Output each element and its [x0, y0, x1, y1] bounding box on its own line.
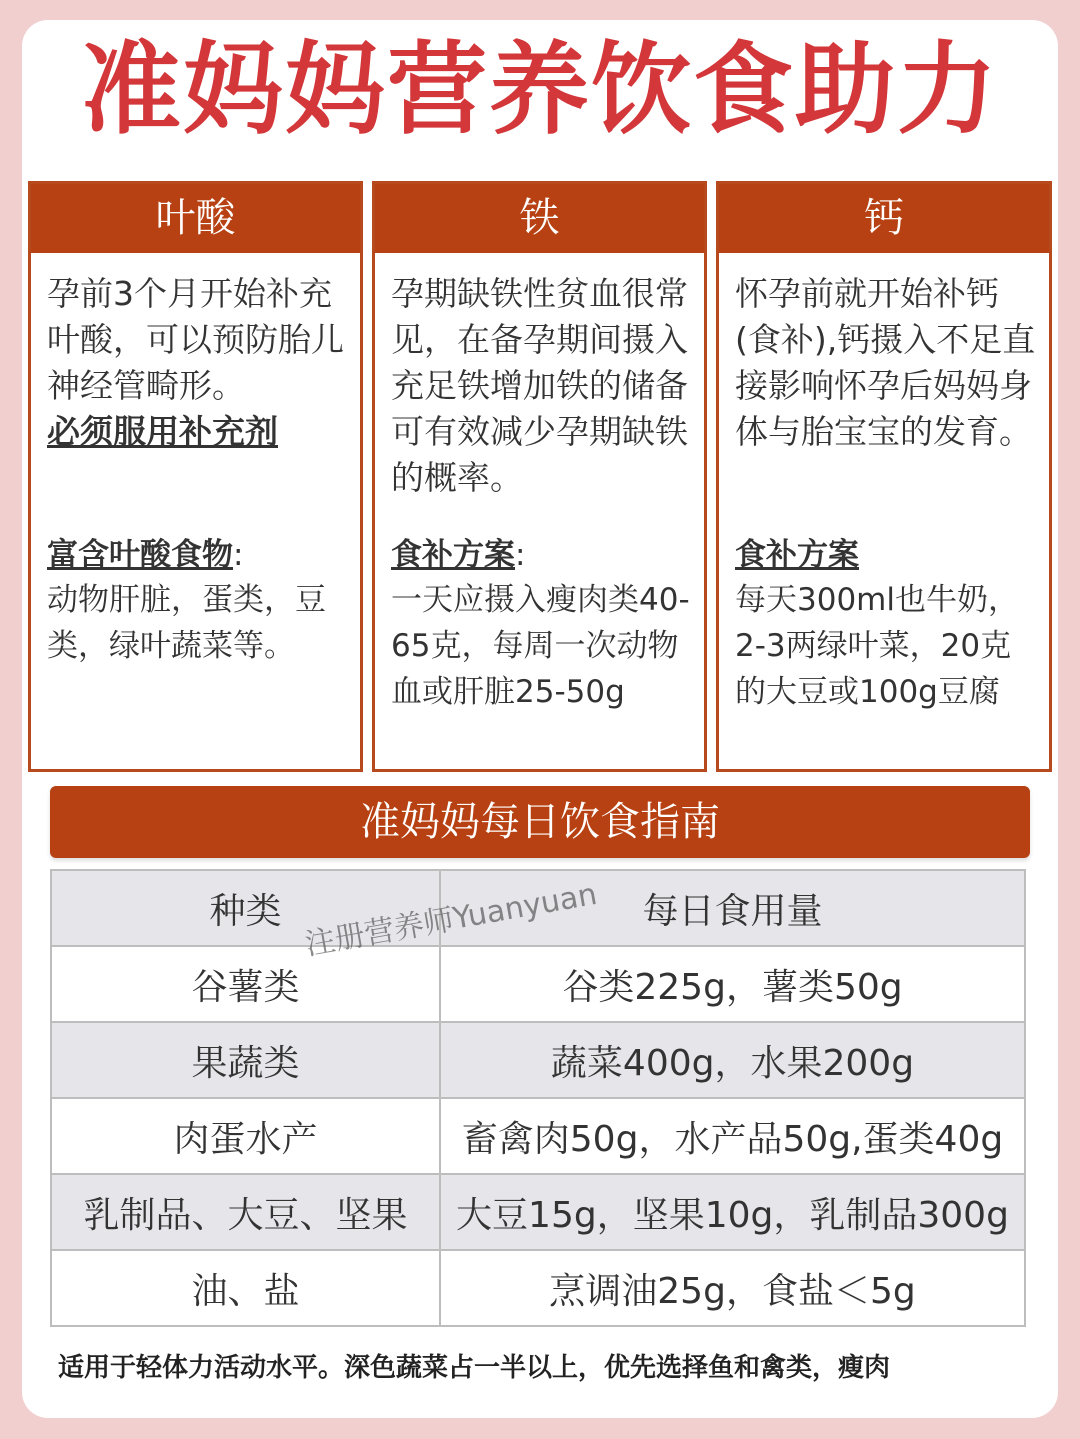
- card-body: [31, 253, 360, 669]
- card-sub-text: 每天300ml也牛奶，2-3两绿叶菜，20克的大豆或100g豆腐: [735, 582, 1019, 710]
- table-cell-amount: 畜禽肉50g，水产品50g,蛋类40g: [440, 1098, 1025, 1174]
- card-header: 叶酸: [31, 184, 360, 253]
- card-sub-text: 动物肝脏，蛋类，豆类，绿叶蔬菜等。: [47, 582, 326, 664]
- table-cell-category: 油、盐: [51, 1250, 440, 1326]
- table-row: [51, 1250, 1025, 1326]
- card-sub-title-label: 富含叶酸食物: [47, 537, 233, 573]
- watermark: 注册营养师Yuanyuan: [302, 876, 600, 963]
- nutrient-card-iron: [372, 181, 707, 772]
- table-cell-category: 肉蛋水产: [51, 1098, 440, 1174]
- card-body: [375, 253, 704, 715]
- card-header: 铁: [375, 184, 704, 253]
- page-title: 准妈妈营养饮食助力: [81, 31, 999, 148]
- card-sub-title-label: 食补方案: [391, 537, 515, 573]
- table-cell-amount: 谷类225g，薯类50g: [440, 946, 1025, 1022]
- card-header: 钙: [719, 184, 1049, 253]
- card-sub-title-label: 食补方案: [735, 537, 859, 573]
- card-sub-title: 食补方案:: [391, 537, 526, 573]
- table-cell-category: 果蔬类: [51, 1022, 440, 1098]
- card-sub-title: [735, 533, 1037, 577]
- guide-title-bar: 准妈妈每日饮食指南: [50, 786, 1030, 858]
- table-row: [51, 946, 1025, 1022]
- table-row: [51, 1098, 1025, 1174]
- nutrient-card-calcium: [716, 181, 1052, 772]
- card-intro: [47, 271, 348, 533]
- card-emphasis: 必须服用补充剂: [47, 412, 278, 451]
- table-header-category: 种类: [51, 870, 440, 946]
- card-sub-title: 富含叶酸食物:: [47, 537, 244, 573]
- table-cell-category: 谷薯类: [51, 946, 440, 1022]
- table-row: [51, 1022, 1025, 1098]
- card-intro: 孕期缺铁性贫血很常见，在备孕期间摄入充足铁增加铁的储备可有效减少孕期缺铁的概率。: [391, 274, 688, 497]
- daily-guide-table: [50, 869, 1026, 1327]
- table-header-amount: 每日食用量: [440, 870, 1025, 946]
- nutrient-card-folic-acid: [28, 181, 363, 772]
- table-cell-category: 乳制品、大豆、坚果: [51, 1174, 440, 1250]
- card-intro-text: 孕前3个月开始补充叶酸，可以预防胎儿神经管畸形。: [47, 274, 344, 405]
- footnote: 适用于轻体力活动水平。深色蔬菜占一半以上，优先选择鱼和禽类，瘦肉: [58, 1353, 891, 1383]
- card-body: [719, 253, 1049, 715]
- card-sub-text: 一天应摄入瘦肉类40-65克，每周一次动物血或肝脏25-50g: [391, 582, 690, 710]
- table-cell-amount: 烹调油25g，食盐＜5g: [440, 1250, 1025, 1326]
- table-row: [51, 1174, 1025, 1250]
- card-intro: 怀孕前就开始补钙(食补),钙摄入不足直接影响怀孕后妈妈身体与胎宝宝的发育。: [735, 274, 1036, 451]
- table-cell-amount: 大豆15g，坚果10g，乳制品300g: [440, 1174, 1025, 1250]
- table-cell-amount: 蔬菜400g，水果200g: [440, 1022, 1025, 1098]
